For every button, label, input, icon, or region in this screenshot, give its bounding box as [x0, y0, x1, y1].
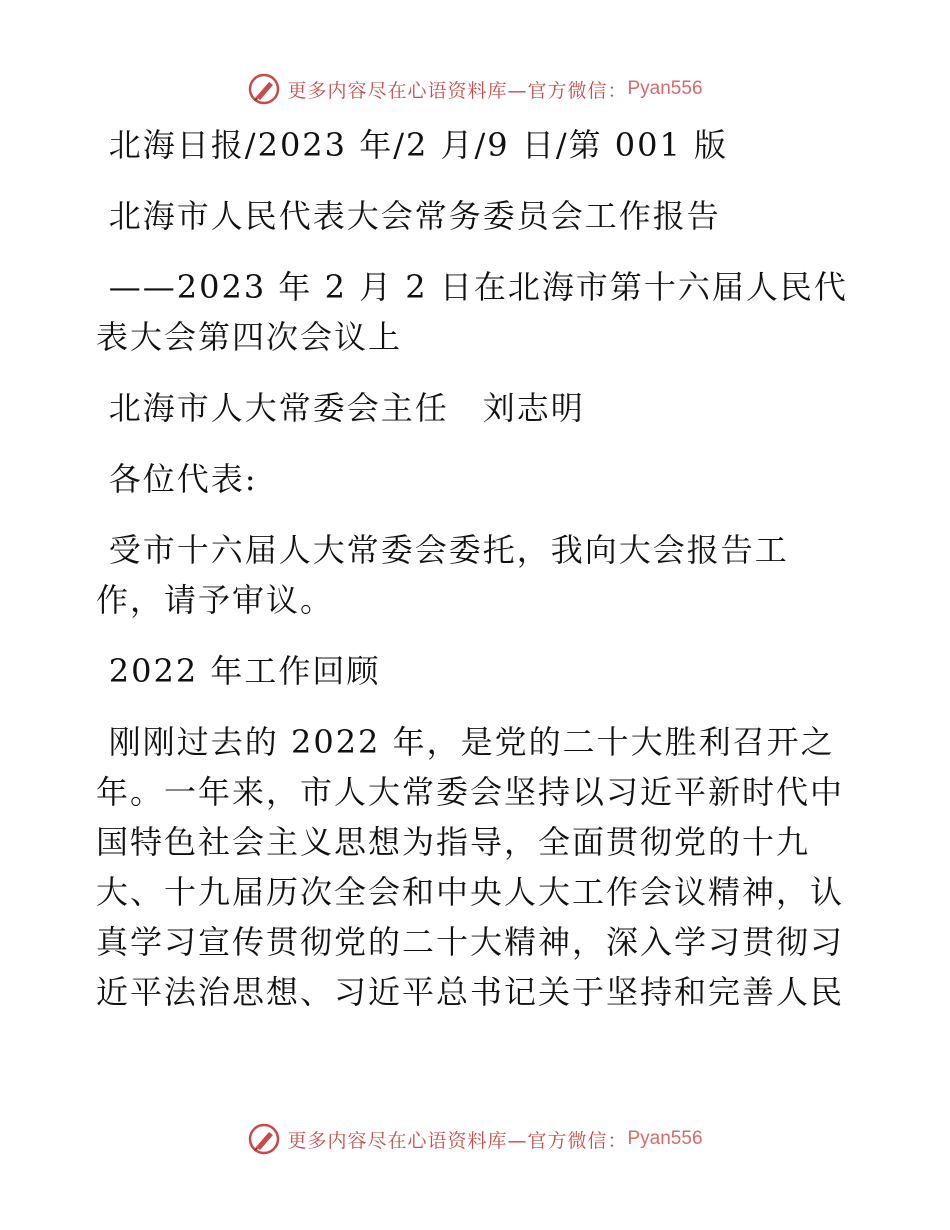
pen-logo-icon — [247, 1122, 281, 1156]
watermark-footer — [0, 1122, 950, 1156]
intro-paragraph: 受市十六届人大常委会委托，我向大会报告工作，请予审议。 — [96, 531, 789, 619]
section-heading: 2022 年工作回顾 — [108, 652, 381, 690]
watermark-text: 更多内容尽在心语资料库—官方微信： — [287, 79, 628, 102]
pen-logo-icon — [247, 72, 281, 106]
watermark-text: 更多内容尽在心语资料库—官方微信： — [287, 1129, 628, 1152]
report-title: 北海市人民代表大会常务委员会工作报告 — [108, 197, 721, 235]
document-body — [96, 120, 856, 1038]
watermark-id: Pyan556 — [627, 78, 703, 99]
salutation: 各位代表: — [108, 460, 258, 498]
watermark-header — [0, 72, 950, 106]
dateline: 北海日报/2023 年/2 月/9 日/第 001 版 — [108, 126, 729, 164]
author-line: 北海市人大常委会主任 刘志明 — [108, 389, 585, 427]
watermark-id: Pyan556 — [627, 1128, 703, 1149]
report-subtitle: ——2023 年 2 月 2 日在北海市第十六届人民代表大会第四次会议上 — [96, 268, 848, 356]
body-paragraph: 刚刚过去的 2022 年，是党的二十大胜利召开之年。一年来，市人大常委会坚持以习近平新时代中国特色社会主义思想为指导，全面贯彻党的十九大、十九届历次全会和中央人大工作会议精神，认真学习宣传贯彻党的二十大精神，深入学习贯彻习近平法治思想、习近平总书记关于坚持和完善人民 — [96, 723, 845, 1011]
